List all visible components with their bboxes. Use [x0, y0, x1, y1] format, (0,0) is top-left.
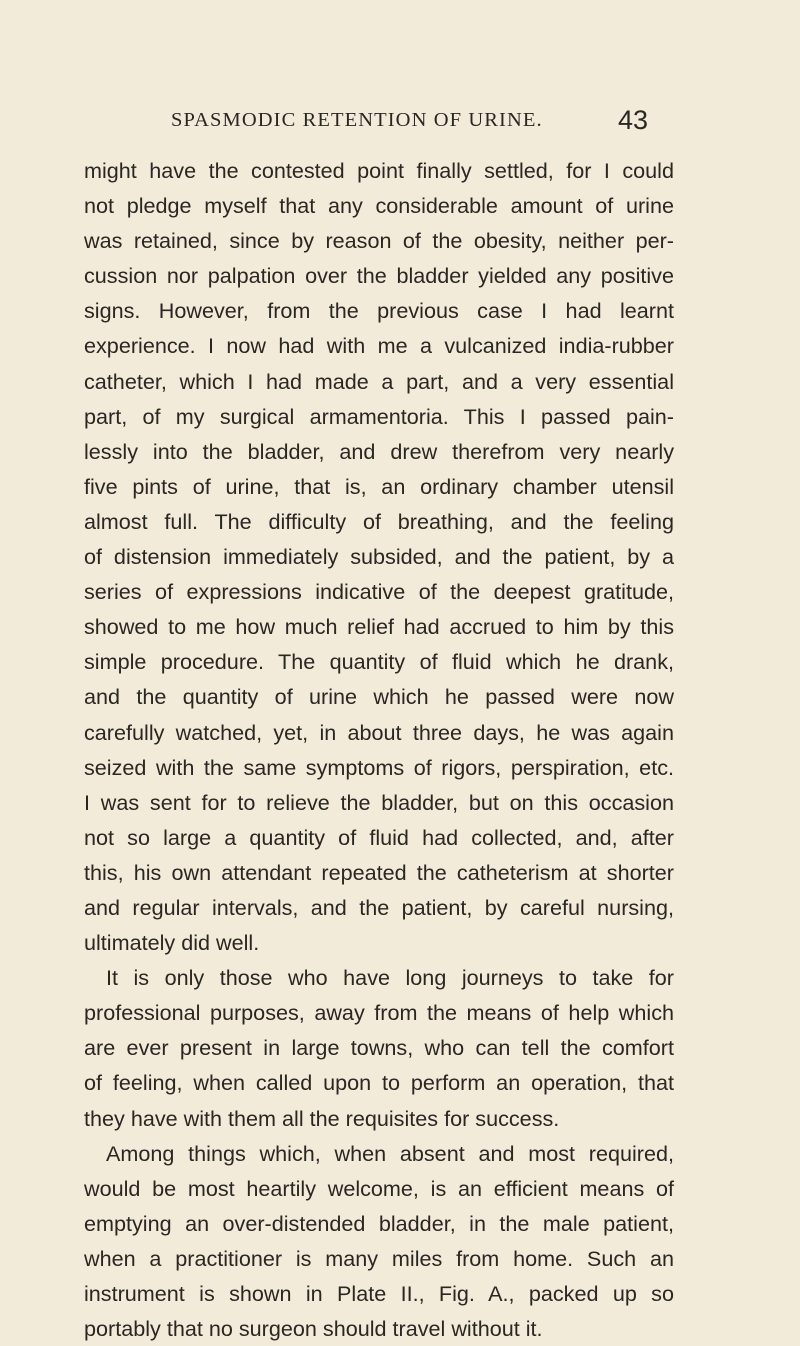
text-line: and the quantity of urine which he passed were now — [84, 684, 674, 710]
paragraph-end-line: ultimately did well. — [84, 930, 260, 956]
text-line: would be most heartily welcome, is an efficient means of — [84, 1175, 674, 1201]
text-line: experience. I now had with me a vulcanized india-rubber — [84, 333, 674, 359]
running-title: SPASMODIC RETENTION OF URINE. — [171, 109, 543, 131]
text-line: five pints of urine, that is, an ordinary chamber utensil — [84, 473, 674, 499]
text-line: not so large a quantity of fluid had collected, and, after — [84, 824, 674, 850]
text-line: signs. However, from the previous case I had learnt — [84, 298, 674, 324]
text-line: showed to me how much relief had accrued to him by this — [84, 614, 674, 640]
text-line: this, his own attendant repeated the catheterism at shorter — [84, 859, 674, 885]
text-line: series of expressions indicative of the deepest gratitude, — [84, 579, 674, 605]
text-line: was retained, since by reason of the obesity, neither per- — [84, 228, 674, 254]
text-line: are ever present in large towns, who can tell the comfort — [84, 1035, 674, 1061]
text-line: seized with the same symptoms of rigors, perspiration, etc. — [84, 754, 674, 780]
text-line: not pledge myself that any considerable amount of urine — [84, 193, 674, 219]
text-line: catheter, which I had made a part, and a very essential — [84, 368, 674, 394]
text-line: of feeling, when called upon to perform an operation, that — [84, 1070, 674, 1096]
text-line: of distension immediately subsided, and the patient, by a — [84, 544, 674, 570]
text-line: cussion nor palpation over the bladder yielded any positive — [84, 263, 674, 289]
text-line: carefully watched, yet, in about three days, he was again — [84, 719, 674, 745]
text-line: professional purposes, away from the means of help which — [84, 1000, 674, 1026]
text-line: simple procedure. The quantity of fluid which he drank, — [84, 649, 674, 675]
body-text — [84, 153, 674, 1346]
text-line: part, of my surgical armamentoria. This I passed pain- — [84, 403, 674, 429]
text-line: I was sent for to relieve the bladder, but on this occasion — [84, 789, 674, 815]
text-line: lessly into the bladder, and drew therefrom very nearly — [84, 438, 674, 464]
paragraph-end-line: portably that no surgeon should travel without it. — [84, 1316, 543, 1342]
page-header — [0, 106, 800, 146]
text-line: and regular intervals, and the patient, by careful nursing, — [84, 894, 674, 920]
text-line: emptying an over-distended bladder, in the male patient, — [84, 1210, 674, 1236]
page-number: 43 — [618, 105, 649, 135]
paragraph-start-line: It is only those who have long journeys to take for — [106, 965, 674, 991]
text-line: almost full. The difficulty of breathing, and the feeling — [84, 508, 674, 534]
text-line: when a practitioner is many miles from home. Such an — [84, 1245, 674, 1271]
paragraph-end-line: they have with them all the requisites for success. — [84, 1105, 560, 1131]
text-line: might have the contested point finally settled, for I could — [84, 158, 674, 183]
paragraph-start-line: Among things which, when absent and most required, — [106, 1140, 674, 1166]
text-line: instrument is shown in Plate II., Fig. A., packed up so — [84, 1281, 674, 1306]
